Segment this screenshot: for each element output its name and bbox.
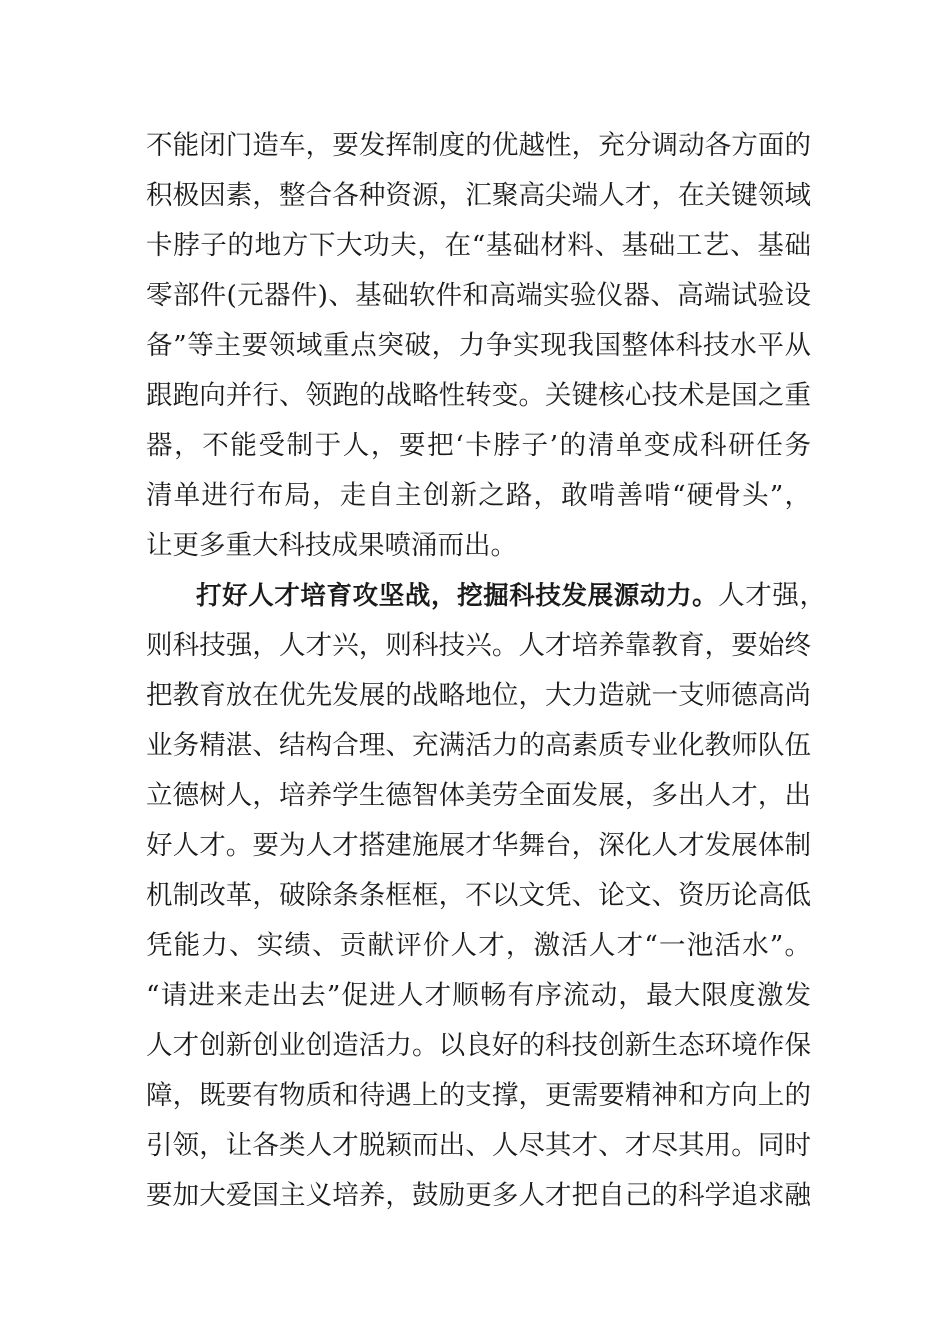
text-line: 人才创新创业创造活力。以良好的科技创新生态环境作保 [146, 1030, 811, 1061]
text-line: 业务精湛、结构合理、充满活力的高素质专业化教师队伍 [146, 730, 811, 761]
paragraph-first-line [196, 571, 826, 621]
text-line: 跟跑向并行、领跑的战略性转变。关键核心技术是国之重 [146, 380, 811, 411]
paragraph-heading: 打好人才培育攻坚战，挖掘科技发展源动力。 [196, 581, 719, 611]
text-line: 清单进行布局，走自主创新之路，敢啃善啃“硬骨头”， [146, 480, 811, 511]
text-line: 把教育放在优先发展的战略地位，大力造就一支师德高尚 [146, 680, 811, 711]
text-line: 积极因素，整合各种资源，汇聚高尖端人才，在关键领域 [146, 180, 811, 211]
text-line: 备”等主要领域重点突破，力争实现我国整体科技水平从 [146, 330, 811, 361]
heading-continuation: 人才强， [718, 580, 826, 611]
text-line: 器，不能受制于人，要把‘卡脖子’的清单变成科研任务 [146, 430, 811, 461]
text-line: 让更多重大科技成果喷涌而出。 [146, 530, 517, 561]
text-line: 不能闭门造车，要发挥制度的优越性，充分调动各方面的 [146, 130, 811, 161]
text-line: 卡脖子的地方下大功夫，在“基础材料、基础工艺、基础 [146, 230, 811, 261]
text-line: 机制改革，破除条条框框，不以文凭、论文、资历论高低 [146, 880, 811, 911]
text-line: 要加大爱国主义培养，鼓励更多人才把自己的科学追求融 [146, 1180, 811, 1211]
text-line: “请进来走出去”促进人才顺畅有序流动，最大限度激发 [146, 980, 811, 1011]
text-line: 引领，让各类人才脱颖而出、人尽其才、才尽其用。同时 [146, 1130, 811, 1161]
text-line: 则科技强，人才兴，则科技兴。人才培养靠教育，要始终 [146, 630, 811, 661]
text-line: 凭能力、实绩、贡献评价人才，激活人才“一池活水”。 [146, 930, 811, 961]
text-line: 障，既要有物质和待遇上的支撑，更需要精神和方向上的 [146, 1080, 811, 1111]
text-line: 立德树人，培养学生德智体美劳全面发展，多出人才，出 [146, 780, 811, 811]
text-line: 好人才。要为人才搭建施展才华舞台，深化人才发展体制 [146, 830, 811, 861]
text-line: 零部件(元器件)、基础软件和高端实验仪器、高端试验设 [146, 280, 811, 311]
